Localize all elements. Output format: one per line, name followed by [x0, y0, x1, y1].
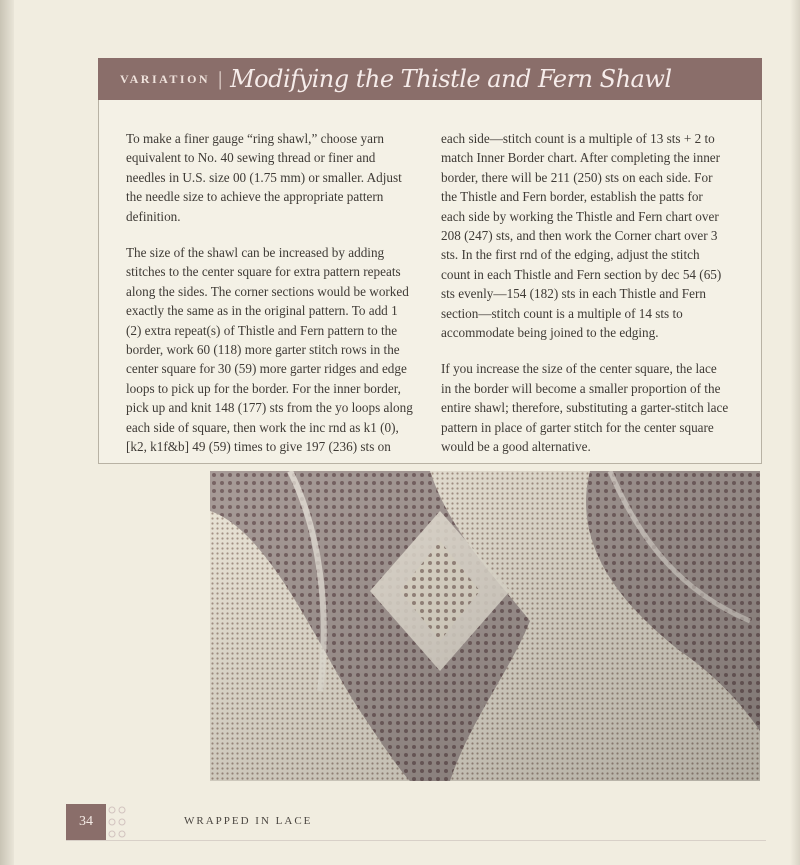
running-title: WRAPPED IN LACE — [184, 815, 313, 827]
variation-header — [98, 58, 762, 100]
footer-rule — [66, 840, 766, 841]
header-divider: | — [218, 67, 223, 90]
paragraph-stitch-count: each side—stitch count is a multiple of 13 sts + 2 to match Inner Border chart. After completing the inner border, there will be 211 (250) sts on each side. For the Thistle and Fern border, establish the patts for each side by working the Thistle and Fern chart over 208 (247) sts, and then work the Corner chart over 3 sts. In the first rnd of the edging, adjust the stitch count in each Thistle and Fern section by dec 54 (65) sts evenly—154 (182) sts in each Thistle and Fern section—stitch count is a multiple of 14 sts to accommodate being joined to the edging. — [441, 131, 722, 341]
right-column — [441, 129, 730, 474]
variation-label: VARIATION — [120, 71, 211, 86]
sidebar-text-columns — [126, 129, 730, 474]
paragraph-increase-size: The size of the shawl can be increased by adding stitches to the center square for extra pattern repeats along the sides. The corner sections would be worked exactly the same as in the original pattern. To add 1 (2) extra repeat(s) of Thistle and Fern pattern to the border, work 60 (118) more garter stitch rows in the center square for 30 (59) more garter ridges and edge loops to pick up for the border. For the inner border, pick up and knit 148 (177) sts from the yo loops along each side of square, then work the inc rnd as k1 (0), [k2, k1f&b] 49 (59) times to give 197 (236) sts on — [126, 245, 413, 455]
paragraph-center-square: If you increase the size of the center square, the lace in the border will become a smaller proportion of the entire shawl; therefore, substituting a garter-stitch lace pattern in place of garter stitch for the center square would be a good alternative. — [441, 361, 729, 455]
page-number-tab — [66, 804, 106, 840]
page-gutter-shadow — [0, 0, 14, 865]
left-column — [126, 129, 415, 474]
shawl-lace-photo — [210, 471, 760, 781]
paragraph-finer-gauge: To make a finer gauge “ring shawl,” choose yarn equivalent to No. 40 sewing thread or finer and needles in U.S. size 00 (1.75 mm) or smaller. Adjust the needle size to achieve the appropriate pattern definition. — [126, 131, 402, 224]
footer-ornament-icon — [106, 804, 128, 840]
page-edge — [790, 0, 800, 865]
variation-title: Modifying the Thistle and Fern Shawl — [230, 65, 672, 93]
page-number: 34 — [79, 814, 93, 829]
